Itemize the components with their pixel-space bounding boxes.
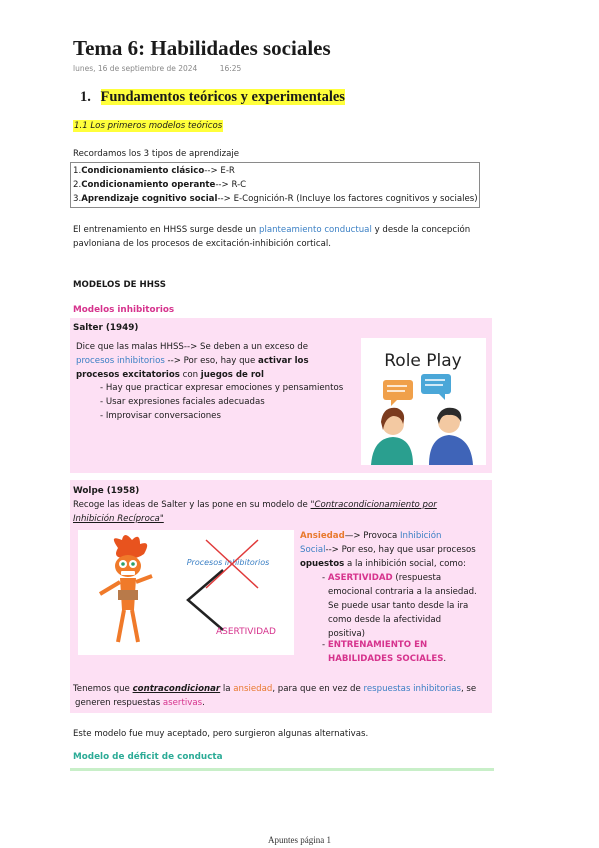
- deficit-model-heading: Modelo de déficit de conducta: [73, 752, 223, 762]
- section-divider: [70, 768, 494, 771]
- models-heading: MODELOS DE HHSS: [73, 280, 166, 290]
- learning-type-3: 3.Aprendizaje cognitivo social--> E-Cognición-R (Incluye los factores cognitivos y sociales): [73, 194, 478, 204]
- intro-text: Recordamos los 3 tipos de aprendizaje: [73, 149, 240, 159]
- learning-type-1: 1.Condicionamiento clásico--> E-R: [73, 166, 235, 176]
- wolpe-image: [78, 530, 294, 655]
- assertiveness-label: ASERTIVIDAD: [216, 627, 276, 637]
- training-item: - ENTRENAMIENTO EN HABILIDADES SOCIALES.: [322, 640, 447, 664]
- page-title: Tema 6: Habilidades sociales: [73, 36, 331, 60]
- wolpe-right-text: Ansiedad—> Provoca Inhibición Social--> Por eso, hay que usar procesos opuestos a la inhibición social, como:: [300, 531, 476, 569]
- time-text: 16:25: [219, 64, 242, 73]
- salter-text: Dice que las malas HHSS--> Se deben a un exceso de procesos inhibitorios --> Por eso, hay que activar los procesos excitatorios con juegos de rol: [76, 342, 309, 380]
- learning-types-box: [70, 162, 480, 208]
- list-item: - Hay que practicar expresar emociones y pensamientos: [100, 383, 344, 393]
- role-play-image: [361, 338, 486, 465]
- salter-name: Salter (1949): [73, 323, 139, 333]
- training-paragraph: El entrenamiento en HHSS surge desde un planteamiento conductual y desde la concepción pavloniana de los procesos de excitación-inhibición cortical.: [73, 225, 471, 249]
- anxiety-character: [114, 535, 147, 559]
- section-number: 1.: [80, 89, 91, 105]
- section-heading: [80, 89, 345, 106]
- crossed-label: Procesos inhibitorios: [186, 558, 270, 567]
- wolpe-intro: Recoge las ideas de Salter y las pone en su modelo de "Contracondicionamiento por Inhibición Recíproca": [73, 500, 437, 524]
- list-item: - Usar expresiones faciales adecuadas: [100, 397, 265, 407]
- learning-type-2: 2.Condicionamiento operante--> R-C: [73, 180, 247, 190]
- salter-bullets: [100, 381, 343, 423]
- wolpe-conclusion: Tenemos que contracondicionar la ansiedad, para que en vez de respuestas inhibitorias, se generen respuestas asertivas.: [73, 684, 477, 708]
- inhibitory-models-heading: Modelos inhibitorios: [73, 305, 175, 315]
- role-play-title: Role Play: [384, 351, 462, 371]
- page-footer: Apuntes página 1: [268, 835, 331, 845]
- wolpe-name: Wolpe (1958): [73, 486, 140, 496]
- accepted-text: Este modelo fue muy aceptado, pero surgieron algunas alternativas.: [73, 729, 369, 739]
- list-item: - Improvisar conversaciones: [100, 411, 221, 421]
- section-title: Fundamentos teóricos y experimentales: [100, 89, 345, 105]
- date-stamp: [73, 64, 241, 73]
- subsection-heading: 1.1 Los primeros modelos teóricos: [74, 121, 223, 131]
- assertiveness-item: - ASERTIVIDAD (respuesta emocional contraria a la ansiedad. Se puede usar tanto desde la ira como desde la afectividad positiva): [322, 573, 477, 639]
- date-text: lunes, 16 de septiembre de 2024: [73, 64, 198, 73]
